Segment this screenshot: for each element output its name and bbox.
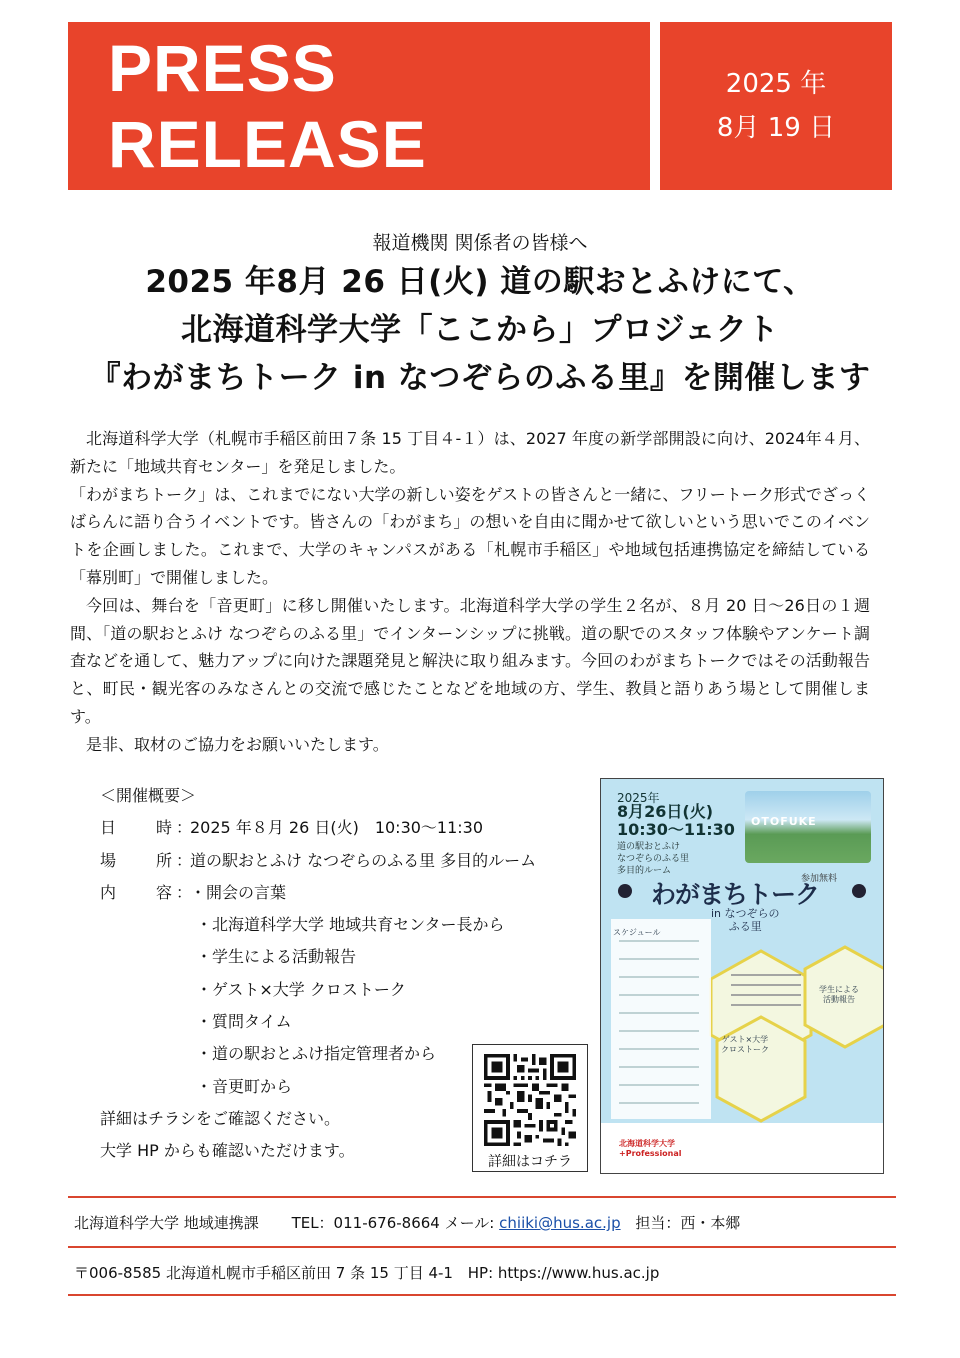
event-flyer-image — [600, 778, 884, 1174]
content-label-2: 容 — [155, 882, 172, 902]
program-item: ・学生による活動報告 — [196, 947, 357, 967]
place-value: 道の駅おとふけ なつぞらのふる里 多目的ルーム — [190, 850, 537, 870]
footer-divider-middle — [68, 1246, 896, 1248]
body-paragraph-3: 今回は、舞台を「音更町」に移し開催いたします。北海道科学大学の学生２名が、８月 20 日～26日の１週間、「道の駅おとふけ なつぞらのふる里」でインターンシップに挑戦。道の駅でのスタッフ体験やアンケート調査などを通して、魅力アップに向けた課題発見と解決に取り組みます。今回のわがまちトークではその活動報告と、町民・観光客のみなさんとの交流で感じたことなどを地域の方、学生、教員と語りあう場として開催します。 — [70, 595, 870, 726]
flyer-schedule-heading: スケジュール — [613, 928, 661, 937]
flyer-venue: 道の駅おとふけ なつぞらのふる里 多目的ルーム — [617, 842, 690, 876]
contact-person: 担当：西・本郷 — [635, 1214, 741, 1232]
flyer-date: 8月26日(火) 10:30～11:30 — [617, 802, 735, 839]
headline-line-1: 2025 年8月 26 日(火) 道の駅おとふけにて、 — [145, 264, 815, 300]
flyer-subtitle: in なつぞらの ふる里 — [711, 907, 780, 933]
separator: ： — [176, 882, 193, 902]
body-paragraph-4: 是非、取材のご協力をお願いいたします。 — [86, 734, 389, 754]
body-text — [70, 425, 870, 759]
headline-line-2: 北海道科学大学「ここから」プロジェクト — [181, 312, 779, 348]
body-paragraph-2: 「わがまちトーク」は、これまでにない大学の新しい姿をゲストの皆さんと一緒に、フリートーク形式でざっくばらんに語り合うイベントです。皆さんの「わがまち」の想いを自由に聞かせて欲しいという思いでこのイベントを企画しました。これまで、大学のキャンパスがある「札幌市手稲区」や地域包括連携協定を締結している「幕別町」で開催しました。 — [70, 484, 870, 587]
flyer-university-logo: 北海道科学大学 +Professional — [619, 1139, 682, 1158]
release-date-box — [660, 22, 892, 190]
contact-line — [74, 1212, 740, 1233]
flyer-photo-text: OTOFUKE — [751, 815, 817, 828]
separator: ： — [176, 818, 193, 838]
release-date: 8月 19 日 — [716, 113, 836, 143]
program-item: ・質問タイム — [196, 1012, 292, 1032]
note-website: 大学 HP からも確認いただけます。 — [100, 1141, 355, 1161]
flyer-crosstalk-label: ゲスト×大学 クロストーク — [721, 1035, 769, 1054]
program-item: ・開会の言葉 — [190, 882, 287, 902]
website-url[interactable]: HP: https://www.hus.ac.jp — [467, 1264, 660, 1282]
release-year: 2025 年 — [725, 69, 827, 99]
flyer-report-label: 学生による 活動報告 — [819, 985, 859, 1004]
email-link[interactable]: chiiki@hus.ac.jp — [499, 1214, 621, 1232]
date-label-2: 時 — [155, 818, 172, 838]
qr-caption: 詳細はコチラ — [488, 1154, 572, 1170]
headline-line-3: 『わがまちトーク in なつぞらのふる里』を開催します — [89, 360, 871, 396]
salutation: 報道機関 関係者の皆様へ — [372, 232, 588, 254]
event-overview — [100, 780, 536, 1168]
note-flyer: 詳細はチラシをご確認ください。 — [100, 1108, 341, 1128]
flyer-year: 2025年 — [617, 791, 660, 805]
office-name: 北海道科学大学 地域連携課 — [74, 1214, 259, 1232]
date-value: 2025 年８月 26 日(火) 10:30～11:30 — [190, 818, 484, 838]
headline — [0, 258, 960, 402]
place-label-2: 所 — [155, 850, 172, 870]
address-line — [74, 1262, 659, 1283]
overview-heading: ＜開催概要＞ — [100, 786, 197, 805]
overview-content-row — [100, 877, 536, 909]
body-paragraph-1: 北海道科学大学（札幌市手稲区前田７条 15 丁目４-１）は、2027 年度の新学部開設に向け、2024年４月、新たに「地域共育センター」を発足しました。 — [70, 429, 870, 476]
postal-address: 〒006-8585 北海道札幌市手稲区前田 7 条 15 丁目 4-1 — [74, 1264, 453, 1282]
program-item: ・ゲスト×大学 クロストーク — [196, 979, 406, 999]
overview-place-row — [100, 845, 536, 877]
flyer-title: わがまちトーク — [651, 880, 820, 909]
footer-divider-bottom — [68, 1294, 896, 1296]
phone-number: TEL：011-676-8664 — [291, 1214, 440, 1232]
banner-title: PRESS RELEASE — [108, 31, 427, 181]
footer-divider-top — [68, 1196, 896, 1198]
overview-date-row — [100, 812, 536, 844]
date-label-1: 日 — [100, 818, 117, 838]
flyer-free-badge: 参加無料 — [801, 874, 838, 884]
program-item: ・道の駅おとふけ指定管理者から — [196, 1044, 437, 1064]
separator: ： — [176, 850, 193, 870]
qr-code-icon[interactable] — [484, 1054, 576, 1146]
email-label: メール: — [444, 1214, 495, 1232]
place-label-1: 場 — [100, 850, 117, 870]
program-item: ・音更町から — [196, 1076, 293, 1096]
qr-code-box[interactable] — [472, 1044, 588, 1172]
program-item: ・北海道科学大学 地域共育センター長から — [196, 915, 505, 935]
content-label-1: 内 — [100, 882, 117, 902]
press-release-banner — [68, 22, 650, 190]
